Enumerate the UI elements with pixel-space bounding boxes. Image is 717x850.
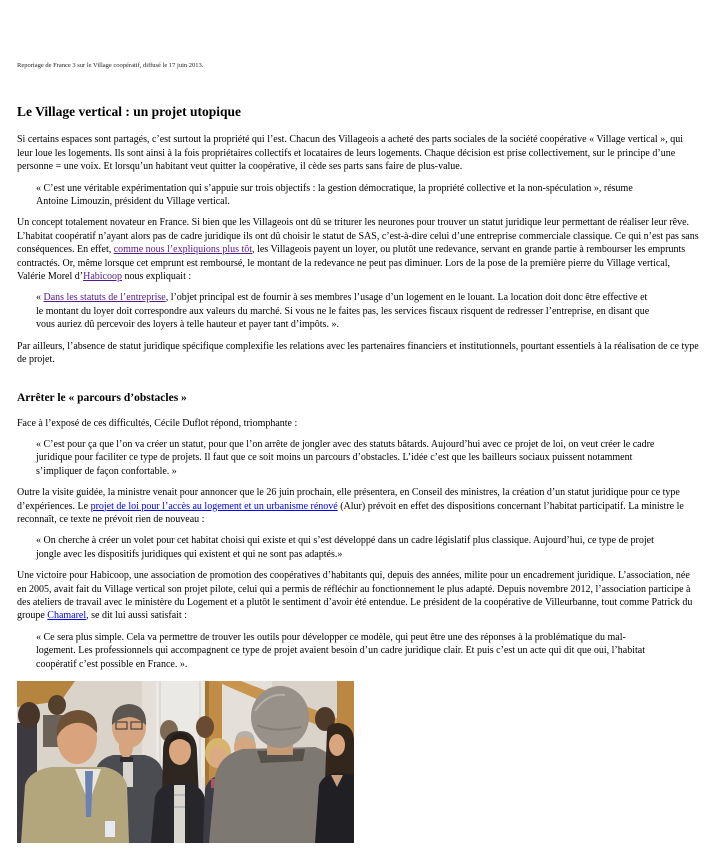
text-segment: , se dit lui aussi satisfait :	[86, 610, 187, 622]
section-title: Arrêter le « parcours d’obstacles »	[17, 391, 187, 404]
link-projet-de-loi-alur[interactable]: projet de loi pour l’accès au logement et un urbanisme rénové	[90, 500, 338, 512]
text-segment: Une victoire pour Habicoop, une association de promotion des coopératives d’habitants qui, depuis des années, milite pour un encadrement juridique. L’association, née en 2005, avait fait du Village vertical son projet pilote, celui qui a permis de réfléchir au fonctionnement le plus adapté. Depuis novembre 2012, l’association participe à des ateliers de travail avec le ministère du Logement et a plutôt le sentiment d’avoir été entendue. Le président de la coopérative de Villeurbanne, tout comme Patrick du groupe	[17, 570, 693, 622]
paragraph-duflot	[17, 417, 700, 430]
report-caption: Reportage de France 3 sur le Village coopératif, diffusé le 17 juin 2013.	[17, 62, 204, 69]
link-habicoop[interactable]: Habicoop	[83, 271, 122, 283]
article-photo	[17, 681, 700, 843]
link-statuts-entreprise[interactable]: Dans les statuts de l’entreprise	[43, 292, 166, 304]
link-chamarel[interactable]: Chamarel	[47, 610, 87, 622]
paragraph-intro	[17, 133, 700, 173]
quote-duflot	[36, 438, 655, 478]
text-segment: , l’objet principal est de fournir à ses membres l’usage d’un logement en le louant. La location doit donc être effective et le montant du loyer doit correspondre aux valeurs du marché. Si vous ne le faites pas, les services fiscaux risquent de redresser l’entreprise, en disant que vous auriez dû percevoir des loyers à telle hauteur et payer tant d’impôts. ».	[36, 292, 650, 331]
article-title: Le Village vertical : un projet utopique	[17, 104, 241, 120]
text-segment: Si certains espaces sont partagés, c’est surtout la propriété qui l’est. Chacun des Villageois a acheté des parts sociales de la société coopérative « Village vertical », qui leur loue les logements. Ils sont ainsi à la fois propriétaires collectifs et locataires de leurs logements. Chaque décision est prise collectivement, sur le principe d’une personne = une voix. Et lorsqu’un habitant veut quitter la coopérative, il cède ses parts sans faire de plus-value.	[17, 134, 683, 173]
text-segment: (Alur) prévoit en effet des dispositions concernant l’habitat participatif. La ministre le reconnaît, ce texte ne prévoit rien de nouveau :	[17, 500, 684, 525]
text-segment: « C’est une véritable expérimentation qui s’appuie sur trois objectifs : la gestion démocratique, la propriété collective et la non-spéculation », résume Antoine Limouzin, président du Village vertical.	[36, 182, 633, 208]
paragraph-alur	[17, 486, 700, 526]
quote-president	[36, 631, 655, 671]
text-segment: «	[36, 292, 44, 304]
text-segment: « Ce sera plus simple. Cela va permettre de trouver les outils pour développer ce modèle, qui peut être une des réponses à la problématique du mal-logement. Les professionnels qui accompagnent ce type de projet avaient besoin d’un cadre juridique clair. Et puis c’est un acte qui dit que oui, l’habitat coopératif c’est possible en France. ».	[36, 631, 645, 670]
text-segment: « C’est pour ça que l’on va créer un statut, pour que l’on arrête de jongler avec des statuts bâtards. Aujourd’hui avec ce projet de loi, on veut créer le cadre juridique pour faciliter ce type de projets. Il faut que ce soit moins un parcours d’obstacles. L’idée c’est que les bailleurs sociaux puissent notamment s’impliquer de façon confortable. »	[36, 438, 655, 477]
text-segment: Outre la visite guidée, la ministre venait pour annoncer que le 26 juin prochain, elle présentera, en Conseil des ministres, la création d’un statut juridique pour ce type d’expériences. Le	[17, 487, 680, 512]
quote-ministre	[36, 534, 655, 561]
paragraph-habicoop-victoire	[17, 569, 700, 623]
quote-morel	[36, 291, 655, 331]
paragraph-statut	[17, 216, 700, 283]
text-segment: Par ailleurs, l’absence de statut juridique spécifique complexifie les relations avec les partenaires financiers et institutionnels, pourtant essentiels à la réalisation de ce type de projet.	[17, 340, 699, 366]
text-segment: , les Villageois payent un loyer, ou plutôt une redevance, servant en grande partie à rembourser les emprunts contractés. Or, même lorsque cet emprunt est remboursé, le montant de la redevance ne peut pas diminuer. Lors de la pose de la première pierre du Village vertical, Valérie Morel d’	[17, 244, 686, 283]
group-discussion-photo	[17, 681, 354, 843]
quote-limouzin	[36, 182, 655, 209]
text-segment: nous expliquait :	[121, 271, 192, 283]
text-segment: Face à l’exposé de ces difficultés, Cécile Duflot répond, triomphante :	[17, 417, 298, 429]
paragraph-partenaires	[17, 340, 700, 367]
text-segment: « On cherche à créer un volet pour cet habitat choisi qui existe et qui s’est développé dans un cadre législatif plus classique. Aujourd’hui, ce type de projet jongle avec les dispositifs juridiques qui existent et qui ne sont pas adaptés.»	[36, 535, 654, 560]
link-expliquions-plus-tot[interactable]: comme nous l’expliquions plus tôt	[113, 244, 253, 256]
text-segment: Un concept totalement novateur en France. Si bien que les Villageois ont dû se triturer les neurones pour trouver un statut juridique leur permettant de réaliser leur rêve. L’habitat coopératif n’ayant alors pas de cadre juridique ils ont dû choisir le statut de SAS, c’est-à-dire celui d’une entreprise commerciale classique. Ce qui n’est pas sans conséquences. En effet,	[17, 217, 699, 256]
